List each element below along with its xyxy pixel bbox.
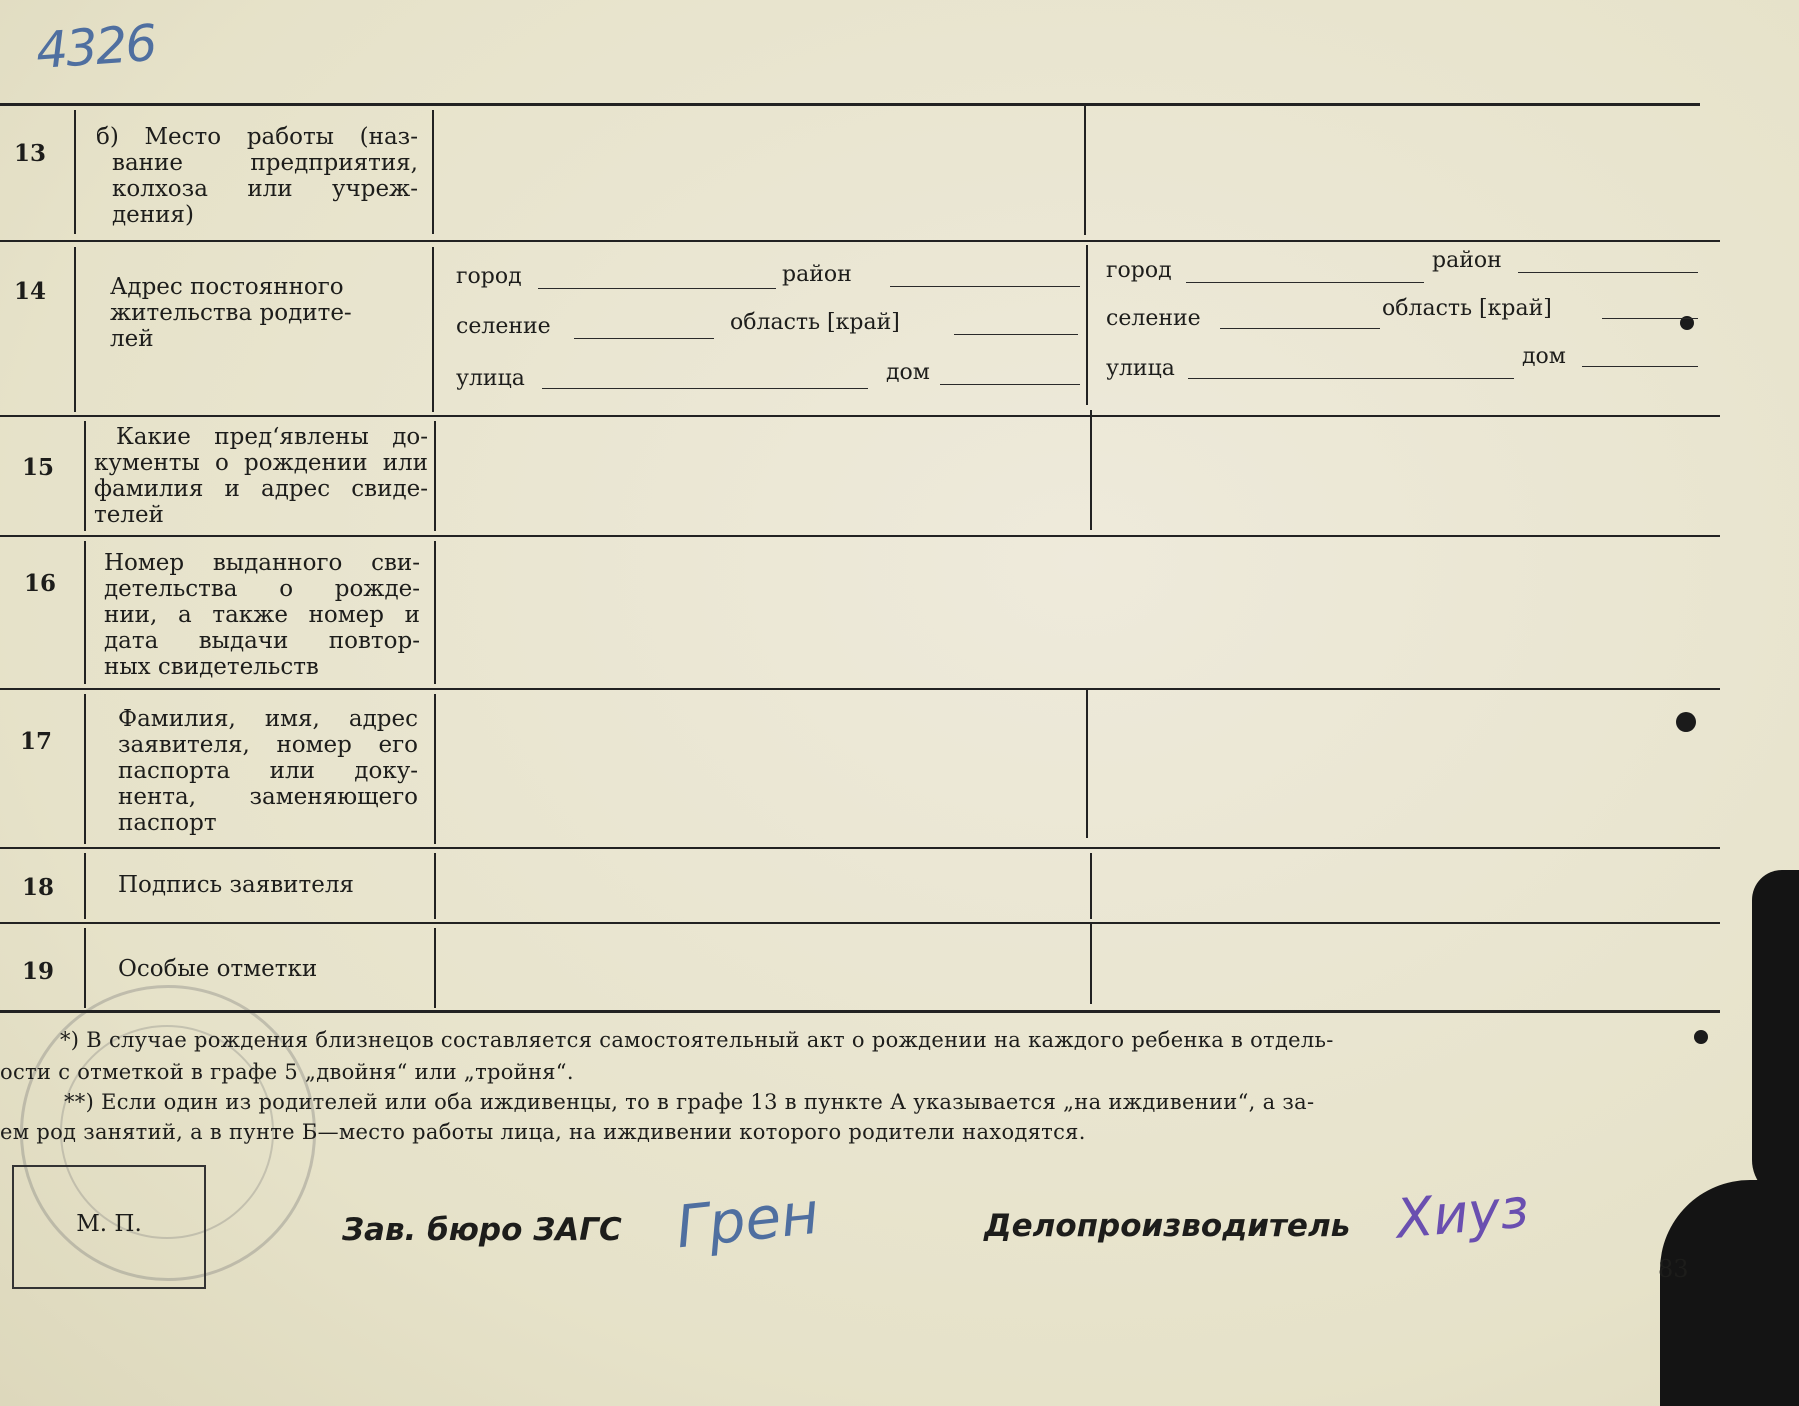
address-house-label: дом — [1522, 344, 1566, 369]
address-city-label: город — [1106, 258, 1172, 283]
row-number: 15 — [22, 454, 55, 481]
address-street-line — [1188, 378, 1514, 379]
punch-hole — [1676, 712, 1696, 732]
row-label: Особые отметки — [118, 956, 318, 982]
column-rule — [434, 541, 436, 684]
row-number: 16 — [24, 570, 57, 597]
row-number: 14 — [14, 278, 47, 305]
address-street-line — [542, 388, 868, 389]
address-street-label: улица — [1106, 356, 1175, 381]
address-region-label: область [край] — [1382, 296, 1552, 321]
column-rule — [74, 110, 76, 234]
table-rule — [0, 1010, 1720, 1013]
row-label: б) Место работы (наз- вание предприятия, колхоза или учреж- дения) — [96, 124, 418, 228]
address-house-label: дом — [886, 360, 930, 385]
table-rule — [0, 688, 1720, 690]
address-region-line — [1602, 318, 1698, 319]
table-rule — [0, 415, 1720, 417]
column-rule — [1090, 922, 1092, 1004]
column-rule — [84, 694, 86, 844]
column-rule — [432, 110, 434, 234]
archive-number: 4326 — [34, 13, 158, 81]
address-region-line — [954, 334, 1078, 335]
row-number: 17 — [20, 728, 53, 755]
row-number: 13 — [14, 140, 47, 167]
column-rule — [434, 853, 436, 919]
column-rule — [1086, 688, 1088, 838]
address-village-label: селение — [456, 314, 551, 339]
page-number: 83 — [1658, 1255, 1689, 1283]
address-city-line — [538, 288, 776, 289]
address-district-label: район — [782, 262, 852, 287]
column-rule — [84, 541, 86, 684]
footnote-line: *) В случае рождения близнецов составляется самостоятельный акт о рождении на каждого ребенка в отдель- — [60, 1028, 1334, 1052]
row-label: Номер выданного сви- детельства о рожде- нии, а также номер и дата выдачи повтор- ных свидетельств — [104, 550, 420, 680]
table-rule — [0, 847, 1720, 849]
row-number: 19 — [22, 958, 55, 985]
column-rule — [84, 853, 86, 919]
column-rule — [434, 694, 436, 844]
address-house-line — [1582, 366, 1698, 367]
clerk-title: Делопроизводитель — [984, 1208, 1351, 1244]
address-village-line — [1220, 328, 1380, 329]
footnote-line: **) Если один из родителей или оба иждивенцы, то в графе 13 в пункте А указывается „на иждивении“, а за- — [64, 1090, 1315, 1114]
torn-edge-right-2 — [1660, 1180, 1799, 1406]
address-district-line — [1518, 272, 1698, 273]
column-rule — [84, 421, 86, 531]
column-rule — [434, 421, 436, 531]
row-number: 18 — [22, 874, 55, 901]
address-city-label: город — [456, 264, 522, 289]
column-rule — [434, 928, 436, 1008]
footnote-line: ости с отметкой в графе 5 „двойня“ или „тройня“. — [0, 1060, 574, 1084]
stamp-box — [12, 1165, 206, 1289]
table-rule — [0, 240, 1720, 242]
table-rule — [0, 922, 1720, 924]
clerk-signature: Хиуз — [1393, 1176, 1532, 1251]
address-house-line — [940, 384, 1080, 385]
column-rule — [1090, 410, 1092, 530]
address-region-label: область [край] — [730, 310, 900, 335]
row-label: Подпись заявителя — [118, 872, 354, 898]
row-label: Адрес постоянного жительства родите- лей — [110, 274, 352, 352]
address-street-label: улица — [456, 366, 525, 391]
footnote-line: ем род занятий, а в пунте Б—место работы лица, на иждивении которого родители находятся. — [0, 1120, 1086, 1144]
column-rule — [1086, 245, 1088, 405]
head-title: Зав. бюро ЗАГС — [342, 1212, 622, 1248]
table-rule — [0, 103, 1700, 106]
address-city-line — [1186, 282, 1424, 283]
address-district-label: район — [1432, 248, 1502, 273]
column-rule — [1084, 105, 1086, 235]
table-rule — [0, 535, 1720, 537]
punch-hole — [1694, 1030, 1708, 1044]
head-signature: Грен — [672, 1178, 822, 1262]
column-rule — [1090, 853, 1092, 919]
column-rule — [84, 928, 86, 1008]
row-label: Фамилия, имя, адрес заявителя, номер его паспорта или доку- нента, заменяющего паспорт — [118, 706, 418, 836]
column-rule — [432, 247, 434, 412]
stamp-label: М. П. — [76, 1211, 142, 1237]
address-district-line — [890, 286, 1080, 287]
address-village-line — [574, 338, 714, 339]
torn-edge-right-1 — [1752, 870, 1799, 1200]
column-rule — [74, 247, 76, 412]
address-village-label: селение — [1106, 306, 1201, 331]
row-label: Какие пред‘явлены до- кументы о рождении или фамилия и адрес свиде- телей — [94, 424, 428, 528]
